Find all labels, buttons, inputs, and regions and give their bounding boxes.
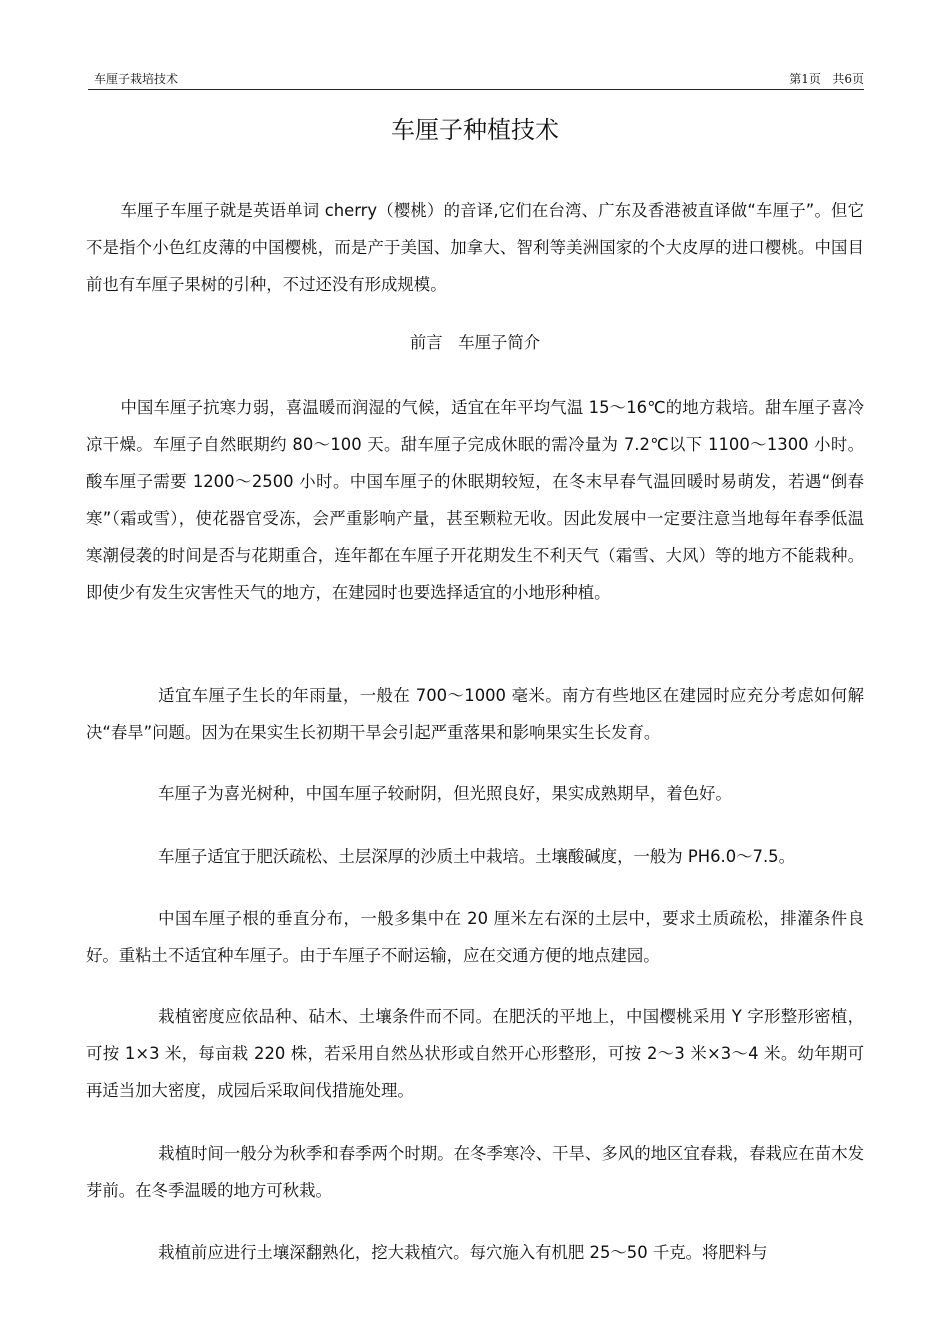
paragraph-roots: 中国车厘子根的垂直分布，一般多集中在 20 厘米左右深的土层中，要求土质疏松，排灌条件良好。重粘土不适宜种车厘子。由于车厘子不耐运输，应在交通方便的地点建园。 [86,909,864,965]
paragraph-soil: 车厘子适宜于肥沃疏松、土层深厚的沙质土中栽培。土壤酸碱度，一般为 PH6.0～7.5。 [158,847,795,866]
header-document-name: 车厘子栽培技术 [94,72,179,86]
paragraph-planting-time: 栽植时间一般分为秋季和春季两个时期。在冬季寒冷、干旱、多风的地区宜春栽，春栽应在苗木发芽前。在冬季温暖的地方可秋栽。 [86,1144,864,1200]
paragraph-light: 车厘子为喜光树种，中国车厘子较耐阴，但光照良好，果实成熟期早，着色好。 [158,784,732,803]
page-header [88,70,864,90]
paragraph-rainfall: 适宜车厘子生长的年雨量，一般在 700～1000 毫米。南方有些地区在建园时应充分考虑如何解决“春旱”问题。因为在果实生长初期干旱会引起严重落果和影响果实生长发育。 [86,686,864,742]
header-page-number: 第1页 共6页 [789,72,864,86]
paragraph-density: 栽植密度应依品种、砧木、土壤条件而不同。在肥沃的平地上，中国樱桃采用 Y 字形整形密植，可按 1×3 米，每亩栽 220 株，若采用自然丛状形或自然开心形整形，可按 2～3 米×3～4 米。幼年期可再适当加大密度，成园后采取间伐措施处理。 [86,1007,864,1100]
paragraph-soil-prep: 栽植前应进行土壤深翻熟化，挖大栽植穴。每穴施入有机肥 25～50 千克。将肥料与 [158,1243,768,1262]
section-heading: 前言 车厘子简介 [409,333,541,352]
intro-paragraph: 车厘子车厘子就是英语单词 cherry（樱桃）的音译,它们在台湾、广东及香港被直译做“车厘子”。但它不是指个小色红皮薄的中国樱桃，而是产于美国、加拿大、智利等美洲国家的个大皮厚的进口樱桃。中国目前也有车厘子果树的引种，不过还没有形成规模。 [86,201,864,294]
document-title: 车厘子种植技术 [391,116,559,144]
paragraph-climate: 中国车厘子抗寒力弱，喜温暖而润湿的气候，适宜在年平均气温 15～16℃的地方栽培。甜车厘子喜冷凉干燥。车厘子自然眠期约 80～100 天。甜车厘子完成休眠的需冷量为 7.2℃以下 1100～1300 小时。酸车厘子需要 1200～2500 小时。中国车厘子的休眠期较短，在冬末早春气温回暖时易萌发，若遇“倒春寒”（霜或雪），使花器官受冻，会严重影响产量，甚至颗粒无收。因此发展中一定要注意当地每年春季低温寒潮侵袭的时间是否与花期重合，连年都在车厘子开花期发生不利天气（霜雪、大风）等的地方不能栽种。即使少有发生灾害性天气的地方，在建园时也要选择适宜的小地形种植。 [86,398,864,602]
